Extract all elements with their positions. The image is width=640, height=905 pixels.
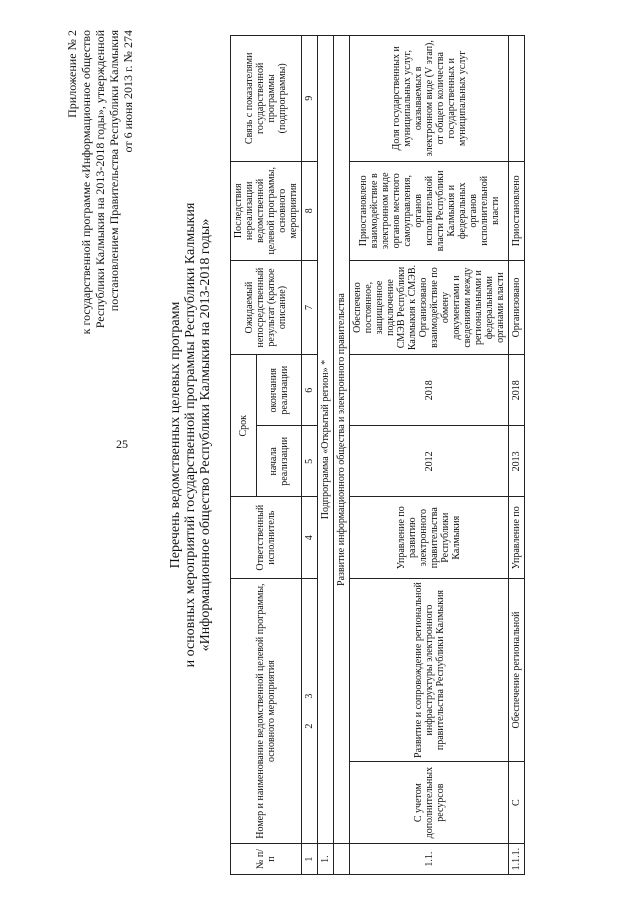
- header-link: Связь с показателями государственной программы (подпрограммы): [231, 36, 302, 162]
- row-start: 2013: [509, 426, 525, 497]
- appendix-line: Республики Калмыкия на 2013-2018 годы», утвержденной: [93, 30, 107, 329]
- row-num: 1.1.: [350, 844, 509, 875]
- row-result: Обеспечено постоянное, защищенное подключение СМЭВ Республики Калмыкия к СМЭВ. Организовано взаимодействие по обмену документами и сведениями между региональными и федеральными органами власти: [350, 260, 509, 354]
- row-num: 1.1.1.: [509, 844, 525, 875]
- table-row: [350, 36, 509, 875]
- col-number: 9: [302, 36, 318, 162]
- section-spacer: [334, 844, 350, 875]
- col-number: [302, 579, 318, 844]
- header-executor: Ответственный исполнитель: [231, 497, 302, 579]
- section-label: Развитие информационного общества и электронного правительства: [334, 36, 350, 844]
- row-consequences: Приостановлено: [509, 161, 525, 260]
- row-link: [509, 36, 525, 162]
- row-prefix: С учетом дополнительных ресурсов: [350, 762, 509, 844]
- col-number: 7: [302, 260, 318, 354]
- row-name: Обеспечение региональной: [509, 579, 525, 762]
- column-numbers-row: [302, 36, 318, 875]
- header-end: окончания реализации: [257, 355, 302, 426]
- row-executor: Управление по развитию электронного правительства Республики Калмыкия: [350, 497, 509, 579]
- header-name: Номер и наименование ведомственной целевой программы, основного мероприятия: [231, 579, 302, 844]
- col-number: 2: [304, 723, 315, 729]
- row-consequences: Приостановлено взаимодействие в электронном виде органов местного самоуправления, органов исполнительной власти Республики Калмыкия и федеральных органов исполнительной власти: [350, 161, 509, 260]
- row-executor: Управление по: [509, 497, 525, 579]
- subprogram-row: [318, 36, 334, 875]
- appendix-line: от 6 июня 2013 г. № 274: [121, 30, 135, 153]
- row-link: Доля государственных и муниципальных услуг, оказываемых в электронном виде (V этап), от общего количества государственных и муниципальных услуг: [350, 36, 509, 162]
- header-consequences: Последствия нереализации ведомственной целевой программы, основного мероприятия: [231, 161, 302, 260]
- subprogram-num: 1.: [318, 844, 334, 875]
- row-name: Развитие и сопровождение региональной инфраструктуры электронного правительства Республики Калмыкия: [350, 579, 509, 762]
- row-result: Организовано: [509, 260, 525, 354]
- row-end: 2018: [350, 355, 509, 426]
- row-prefix: С: [509, 762, 525, 844]
- appendix-line: постановлением Правительства Республики Калмыкия: [107, 30, 121, 312]
- appendix-header: [65, 30, 135, 450]
- document-title: [168, 175, 213, 695]
- header-result: Ожидаемый непосредственный результат (краткое описание): [231, 260, 302, 354]
- table-row: [509, 36, 525, 875]
- appendix-line: к государственной программе «Информационное общество: [79, 30, 93, 335]
- row-end: 2018: [509, 355, 525, 426]
- col-number: 3: [304, 693, 315, 699]
- programs-table: [230, 35, 525, 875]
- subprogram-label: Подпрограмма «Открытый регион» *: [318, 36, 334, 844]
- title-line: «Информационное общество Республики Калмыкия на 2013-2018 годы»: [198, 218, 213, 652]
- section-row: [334, 36, 350, 875]
- header-start: начала реализации: [257, 426, 302, 497]
- row-start: 2012: [350, 426, 509, 497]
- col-number: 4: [302, 497, 318, 579]
- header-num: № п/п: [231, 844, 302, 875]
- col-number: 5: [302, 426, 318, 497]
- col-number: 6: [302, 355, 318, 426]
- appendix-line: Приложение № 2: [65, 30, 79, 118]
- page-number: 25: [116, 437, 128, 451]
- col-number: 1: [302, 844, 318, 875]
- title-line: Перечень ведомственных целевых программ: [168, 301, 183, 569]
- col-number: 8: [302, 161, 318, 260]
- header-term: Срок: [231, 355, 257, 497]
- title-line: и основных мероприятий государственной программы Республики Калмыкия: [183, 202, 198, 668]
